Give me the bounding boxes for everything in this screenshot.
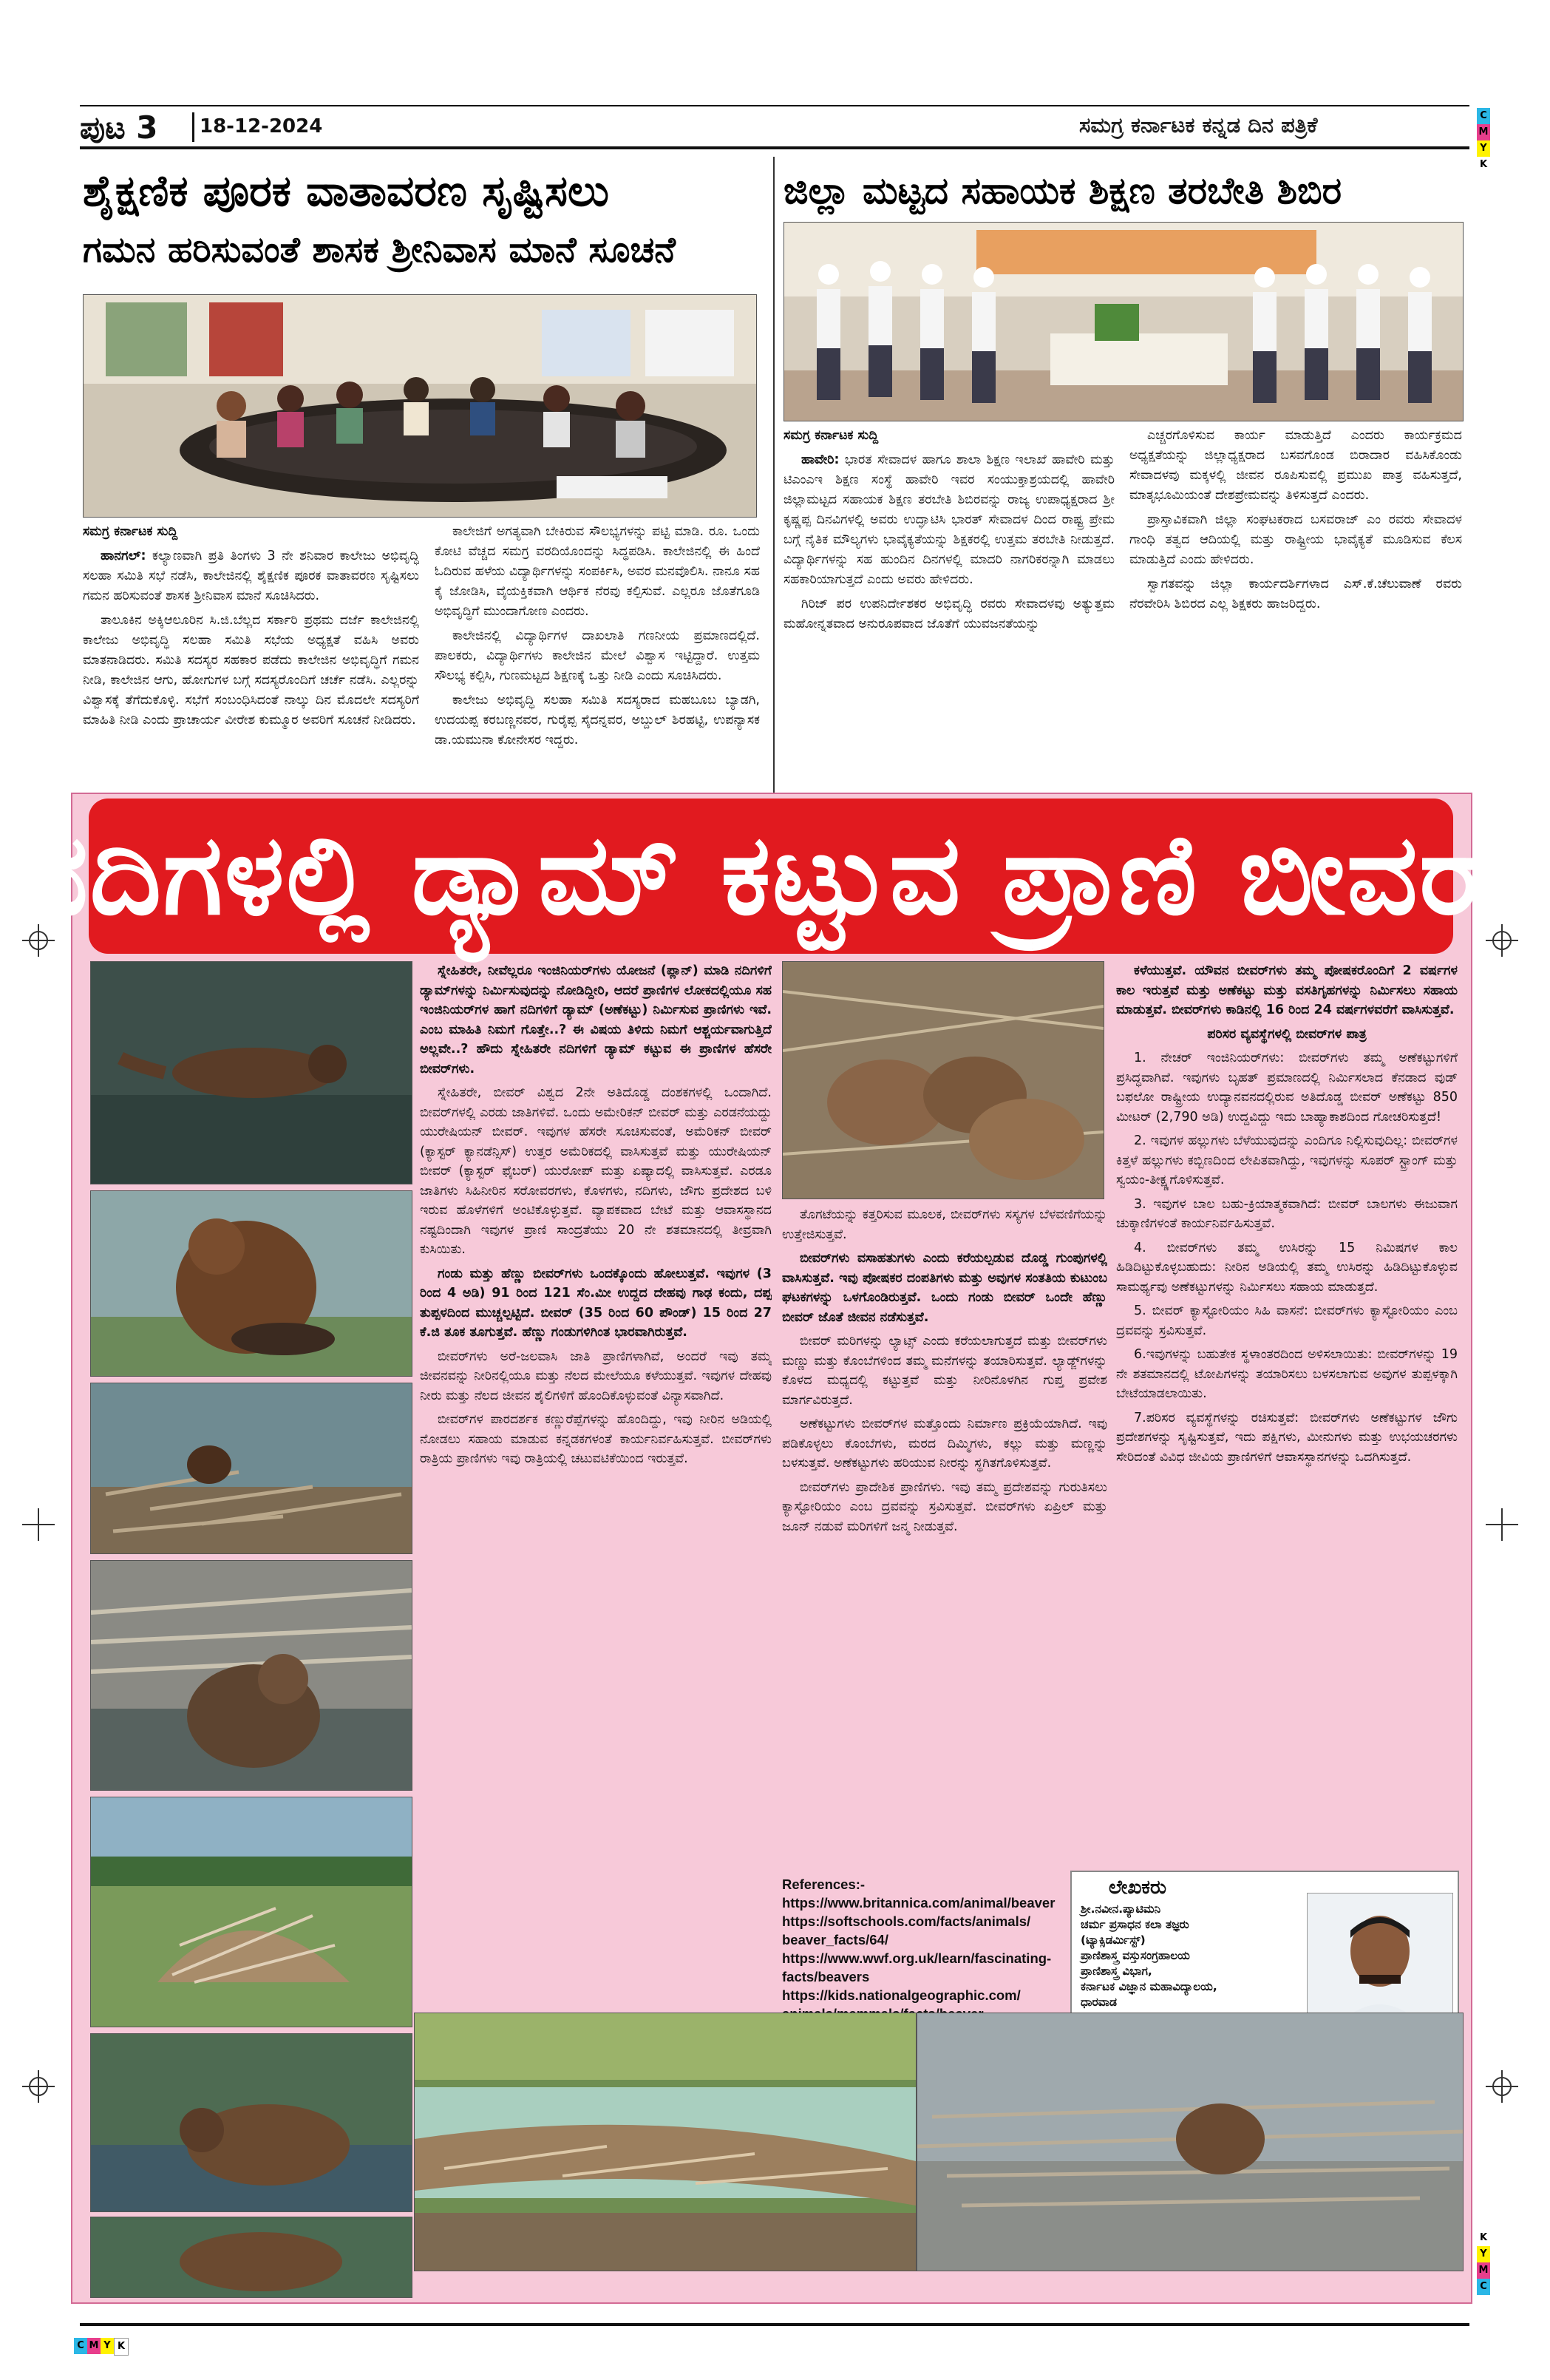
story2-column-2: [1129, 426, 1462, 796]
cmyk-c: C: [74, 2338, 87, 2354]
reference-link[interactable]: beaver_facts/64/: [782, 1932, 888, 1947]
registration-mark-icon: [1486, 2070, 1518, 2103]
author-line: ಪ್ರಾಣಿಶಾಸ್ತ್ರ ವಿಭಾಗ,: [1081, 1964, 1152, 1978]
story2-para: ಗಿರಿಜ್ ಪರ ಉಪನಿರ್ದೇಶಕರ ಅಭಿವೃದ್ಧಿ ರವರು ಸೇವಾದಳವು ಅತ್ಯುತ್ತಮ ಮಹೋನ್ನತವಾದ ಅನುರೂಪವಾದ ಜೊತೆಗೆ ಯುವಜನತೆಯನ್ನು: [784, 597, 1115, 631]
cmyk-y: Y: [101, 2338, 114, 2354]
cmyk-m: M: [87, 2338, 101, 2354]
reference-link[interactable]: facts/beavers: [782, 1969, 870, 1984]
registration-mark-icon: [22, 1508, 55, 1541]
cmyk-y: Y: [1477, 2246, 1490, 2262]
feature-para: 1. ನೇಚರ್ ಇಂಜಿನಿಯರ್‌ಗಳು: ಬೀವರ್‌ಗಳು ತಮ್ಮ ಅಣೆಕಟ್ಟುಗಳಿಗೆ ಪ್ರಸಿದ್ಧವಾಗಿವೆ. ಇವುಗಳು ಬೃಹತ್ ಪ್ರಮಾಣದಲ್ಲಿ ನಿರ್ಮಿಸಲಾದ ಕೆನಡಾದ ವುಡ್ ಬಫಲೋ ರಾಷ್ಟ್ರೀಯ ಉದ್ಯಾನವನದಲ್ಲಿರುವ ಅತಿದೊಡ್ಡ ಬೀವರ್ ಅಣೆಕಟ್ಟು 850 ಮೀಟರ್ (2,790 ಅಡಿ) ಉದ್ದವಿದ್ದು ಇದು ಬಾಹ್ಯಾಕಾಶದಿಂದ ಗೋಚರಿಸುತ್ತದೆ!: [1116, 1051, 1458, 1125]
story2-dateline: ಸಮಗ್ರ ಕರ್ನಾಟಕ ಸುದ್ದಿ: [784, 428, 879, 443]
reference-link[interactable]: https://softschools.com/facts/animals/: [782, 1913, 1031, 1929]
story1-para: ಕಾಲೇಜು ಅಭಿವೃದ್ಧಿ ಸಲಹಾ ಸಮಿತಿ ಸದಸ್ಯರಾದ ಮಹಬೂಬ ಬ್ಯಾಡಗಿ, ಉದಯಪ್ಪ ಕರಬಣ್ಣನವರ, ಗುರೈಪ್ಪ ಸೈದನ್ನವರ, ಅಬ್ದುಲ್ ಶಿರಹಟ್ಟಿ, ಉಪನ್ಯಾಸಕ ಡಾ.ಯಮುನಾ ಕೋನೇಸರ ಇದ್ದರು.: [435, 693, 760, 747]
reference-link[interactable]: https://www.britannica.com/animal/beaver: [782, 1895, 1056, 1911]
feature-para: ಕಳೆಯುತ್ತವೆ. ಯೌವನ ಬೀವರ್‌ಗಳು ತಮ್ಮ ಪೋಷಕರೊಂದಿಗೆ 2 ವರ್ಷಗಳ ಕಾಲ ಇರುತ್ತವೆ ಮತ್ತು ಅಣೆಕಟ್ಟು ಮತ್ತು ವಸತಿಗೃಹಗಳನ್ನು ನಿರ್ಮಿಸಲು ಸಹಾಯ ಮಾಡುತ್ತವೆ. ಬೀವರ್‌ಗಳು ಕಾಡಿನಲ್ಲಿ 16 ರಿಂದ 24 ವರ್ಷಗಳವರೆಗೆ ವಾಸಿಸುತ್ತವೆ.: [1116, 963, 1458, 1017]
registration-mark-icon: [22, 924, 55, 957]
beaver-swimming-photo: [90, 961, 412, 1184]
feature-para: 6.ಇವುಗಳನ್ನು ಬಹುತೇಕ ಸ್ಥಳಾಂತರದಿಂದ ಅಳಿಸಲಾಯಿತು: ಬೀವರ್‌ಗಳನ್ನು 19 ನೇ ಶತಮಾನದಲ್ಲಿ ಟೋಪಿಗಳನ್ನು ತಯಾರಿಸಲು ಬಳಸಲಾಗುವ ಅವುಗಳ ತುಪ್ಪಳಕ್ಕಾಗಿ ಬೇಟೆಯಾಡಲಾಯಿತು.: [1116, 1347, 1458, 1401]
beaver-in-water-photo: [90, 1560, 412, 1791]
story2-photo: [784, 222, 1464, 421]
feature-para: ಬೀವರ್‌ಗಳು ವಸಾಹತುಗಳು ಎಂದು ಕರೆಯಲ್ಪಡುವ ದೊಡ್ಡ ಗುಂಪುಗಳಲ್ಲಿ ವಾಸಿಸುತ್ತವೆ. ಇವು ಪೋಷಕರ ದಂಪತಿಗಳು ಮತ್ತು ಅವುಗಳ ಸಂತತಿಯ ಕುಟುಂಬ ಘಟಕಗಳನ್ನು ಒಳಗೊಂಡಿರುತ್ತವೆ. ಒಂದು ಗಂಡು ಬೀವರ್ ಒಂದೇ ಹೆಣ್ಣು ಬೀವರ್ ಜೊತೆ ಜೀವನ ನಡೆಸುತ್ತವೆ.: [782, 1251, 1107, 1325]
top-rule: [80, 105, 1469, 106]
story2-headline: ಜಿಲ್ಲಾ ಮಟ್ಟದ ಸಹಾಯಕ ಶಿಕ್ಷಣ ತರಬೇತಿ ಶಿಬಿರ: [784, 169, 1342, 212]
feature-title: ನದಿಗಳಲ್ಲಿ ಡ್ಯಾಮ್ ಕಟ್ಟುವ ಪ್ರಾಣಿ ಬೀವರ್: [26, 810, 1516, 940]
beaver-closeup-photo: [90, 2217, 412, 2298]
author-line: ಧಾರವಾಡ: [1081, 1996, 1117, 2009]
feature-column-1: [420, 961, 772, 2026]
feature-para: ಬೀವರ್‌ಗಳು ಪ್ರಾದೇಶಿಕ ಪ್ರಾಣಿಗಳು. ಇವು ತಮ್ಮ ಪ್ರದೇಶವನ್ನು ಗುರುತಿಸಲು ಕ್ಯಾಸ್ಟೋರಿಯಂ ಎಂಬ ದ್ರವವನ್ನು ಸ್ರವಿಸುತ್ತವೆ. ಬೀವರ್‌ಗಳು ಏಪ್ರಿಲ್ ಮತ್ತು ಜೂನ್ ನಡುವೆ ಮರಿಗಳಿಗೆ ಜನ್ಮ ನೀಡುತ್ತವೆ.: [782, 1479, 1107, 1534]
beaver-lodge-photo: [90, 1797, 412, 2027]
page-label: ಪುಟ 3: [80, 109, 158, 146]
cmyk-strip-right: [1477, 2230, 1490, 2295]
column-divider-top: [773, 157, 775, 800]
cmyk-k: K: [1477, 2230, 1490, 2246]
beaver-standing-photo: [90, 1190, 412, 1377]
author-line: ಕರ್ನಾಟಕ ವಿಜ್ಞಾನ ಮಹಾವಿದ್ಯಾಲಯ,: [1081, 1980, 1217, 1993]
beaver-kits-photo: [782, 961, 1104, 1199]
story1-column-2: [435, 522, 760, 788]
story1-para: ಕಲ್ಯಾಣವಾಗಿ ಪ್ರತಿ ತಿಂಗಳು 3 ನೇ ಶನಿವಾರ ಕಾಲೇಜು ಅಭಿವೃದ್ಧಿ ಸಲಹಾ ಸಮಿತಿ ಸಭೆ ನಡೆಸಿ, ಕಾಲೇಜಿನಲ್ಲಿ ಶೈಕ್ಷಣಿಕ ಪೂರಕ ವಾತಾವರಣ ಸೃಷ್ಟಿಸಲು ಗಮನ ಹರಿಸುವಂತೆ ಶಾಸಕ ಶ್ರೀನಿವಾಸ ಮಾನೆ ಸೂಚಿಸಿದರು.: [83, 549, 419, 603]
story1-column-1: [83, 522, 419, 788]
author-heading: ಲೇಖಕರು: [1109, 1876, 1167, 1899]
cmyk-m: M: [1477, 124, 1490, 140]
feature-para: 7.ಪರಿಸರ ವ್ಯವಸ್ಥೆಗಳನ್ನು ರಚಿಸುತ್ತವೆ: ಬೀವರ್‌ಗಳು ಅಣೆಕಟ್ಟುಗಳ ಜೌಗು ಪ್ರದೇಶಗಳನ್ನು ಸೃಷ್ಟಿಸುತ್ತವೆ, ಇದು ಪಕ್ಷಿಗಳು, ಮೀನುಗಳು ಮತ್ತು ಉಭಯಚರಗಳು ಸೇರಿದಂತೆ ವಿವಿಧ ಜೀವಿಯ ಪ್ರಾಣಿಗಳಿಗೆ ಆವಾಸಸ್ಥಾನಗಳನ್ನು ಒದಗಿಸುತ್ತದೆ.: [1116, 1410, 1458, 1465]
feature-para: 2. ಇವುಗಳ ಹಲ್ಲುಗಳು ಬೆಳೆಯುವುದನ್ನು ಎಂದಿಗೂ ನಿಲ್ಲಿಸುವುದಿಲ್ಲ: ಬೀವರ್‌ಗಳ ಕಿತ್ತಳೆ ಹಲ್ಲುಗಳು ಕಬ್ಬಿಣದಿಂದ ಲೇಪಿತವಾಗಿದ್ದು, ಇವುಗಳನ್ನು ಸೂಪರ್ ಸ್ಟ್ರಾಂಗ್ ಮತ್ತು ಸ್ವಯಂ-ತೀಕ್ಷ್ಣಗೊಳಿಸುತ್ತವೆ.: [1116, 1133, 1458, 1187]
reference-link[interactable]: https://kids.nationalgeographic.com/: [782, 1987, 1021, 2003]
story1-para: ಕಾಲೇಜಿನಲ್ಲಿ ವಿದ್ಯಾರ್ಥಿಗಳ ದಾಖಲಾತಿ ಗಣನೀಯ ಪ್ರಮಾಣದಲ್ಲಿದೆ. ಪಾಲಕರು, ವಿದ್ಯಾರ್ಥಿಗಳು ಕಾಲೇಜಿನ ಮೇಲೆ ವಿಶ್ವಾಸ ಇಟ್ಟಿದ್ದಾರೆ. ಉತ್ತಮ ಸೌಲಭ್ಯ ಕಲ್ಪಿಸಿ, ಗುಣಮಟ್ಟದ ಶಿಕ್ಷಣಕ್ಕೆ ಒತ್ತು ನೀಡಿ ಎಂದು ಸೂಚಿಸಿದರು.: [435, 628, 760, 683]
cmyk-c: C: [1477, 108, 1490, 124]
feature-subheading: ಪರಿಸರ ವ್ಯವಸ್ಥೆಗಳಲ್ಲಿ ಬೀವರ್‌ಗಳ ಪಾತ್ರ: [1207, 1026, 1367, 1042]
feature-para: ಸ್ನೇಹಿತರೇ, ಬೀವರ್ ವಿಶ್ವದ 2ನೇ ಅತಿದೊಡ್ಡ ದಂಶಕಗಳಲ್ಲಿ ಒಂದಾಗಿದೆ. ಬೀವರ್‌ಗಳಲ್ಲಿ ಎರಡು ಜಾತಿಗಳಿವೆ. ಒಂದು ಅಮೇರಿಕನ್ ಬೀವರ್ ಮತ್ತು ಎರಡನೆಯದ್ದು ಯುರೇಷಿಯನ್ ಬೀವರ್. ಇವುಗಳ ಹೆಸರೇ ಸೂಚಿಸುವಂತೆ, ಅಮೆರಿಕನ್ ಬೀವರ್ (ಕ್ಯಾಸ್ಟರ್ ಕ್ಯಾನಡೆನ್ಸಿಸ್) ಉತ್ತರ ಅಮೆರಿಕದಲ್ಲಿ ವಾಸಿಸುತ್ತವೆ ಮತ್ತು ಯುರೇಷಿಯನ್ ಬೀವರ್ (ಕ್ಯಾಸ್ಟರ್ ಫೈಬರ್) ಯುರೋಪ್ ಮತ್ತು ಏಷ್ಯಾದಲ್ಲಿ ವಾಸಿಸುತ್ತವೆ. ಎರಡೂ ಜಾತಿಗಳು ಸಿಹಿನೀರಿನ ಸರೋವರಗಳು, ಕೊಳಗಳು, ನದಿಗಳು, ಜೌಗು ಪ್ರದೇಶದ ಬಳಿ ಇರುವ ಹೊಳೆಗಳಿಗೆ ಅಂಟಿಕೊಳ್ಳುತ್ತವೆ. ವ್ಯಾಪಕವಾದ ಬೇಟೆ ಮತ್ತು ಆವಾಸಸ್ಥಾನದ ನಷ್ಟದಿಂದಾಗಿ ಇವುಗಳ ಪ್ರಾಣಿ ಸಾಂದ್ರತೆಯು 20 ನೇ ಶತಮಾನದಲ್ಲಿ ತೀವ್ರವಾಗಿ ಕುಸಿಯಿತು.: [420, 1085, 772, 1257]
feature-para: 4. ಬೀವರ್‌ಗಳು ತಮ್ಮ ಉಸಿರನ್ನು 15 ನಿಮಿಷಗಳ ಕಾಲ ಹಿಡಿದಿಟ್ಟುಕೊಳ್ಳಬಹುದು: ನೀರಿನ ಅಡಿಯಲ್ಲಿ ತಮ್ಮ ಉಸಿರನ್ನು ಹಿಡಿದಿಟ್ಟುಕೊಳ್ಳುವ ಸಾಮರ್ಥ್ಯವು ಅಣೆಕಟ್ಟುಗಳನ್ನು ನಿರ್ಮಿಸಲು ಸಹಾಯ ಮಾಡುತ್ತದೆ.: [1116, 1240, 1458, 1295]
beaver-dam-panorama-photo: [414, 2013, 917, 2271]
registration-mark-icon: [22, 2070, 55, 2103]
header-divider-small: [192, 112, 194, 142]
reference-link[interactable]: https://www.wwf.org.uk/learn/fascinating-: [782, 1950, 1052, 1966]
author-line: ಪ್ರಾಣಿಶಾಸ್ತ್ರ ವಸ್ತುಸಂಗ್ರಹಾಲಯ: [1081, 1949, 1190, 1962]
cmyk-y: Y: [1477, 140, 1490, 157]
story1-headline-1: ಶೈಕ್ಷಣಿಕ ಪೂರಕ ವಾತಾವರಣ ಸೃಷ್ಟಿಸಲು: [83, 166, 609, 216]
story1-dateline: ಸಮಗ್ರ ಕರ್ನಾಟಕ ಸುದ್ದಿ: [83, 524, 178, 539]
paper-name: ಸಮಗ್ರ ಕರ್ನಾಟಕ ಕನ್ನಡ ದಿನ ಪತ್ರಿಕೆ: [1079, 112, 1318, 138]
cmyk-c: C: [1477, 2279, 1490, 2295]
feature-para: ಅಣೆಕಟ್ಟುಗಳು ಬೀವರ್‌ಗಳ ಮತ್ತೊಂದು ನಿರ್ಮಾಣ ಪ್ರಕ್ರಿಯೆಯಾಗಿದೆ. ಇವು ಪಡಿಕೊಳ್ಳಲು ಕೊಂಬೆಗಳು, ಮರದ ದಿಮ್ಮಿಗಳು, ಕಲ್ಲು ಮತ್ತು ಮಣ್ಣನ್ನು ಬಳಸುತ್ತವೆ. ಅಣೆಕಟ್ಟುಗಳು ಹರಿಯುವ ನೀರನ್ನು ಸ್ಥಗಿತಗೊಳಿಸುತ್ತವೆ.: [782, 1417, 1107, 1471]
registration-mark-icon: [1486, 924, 1518, 957]
feature-para: 3. ಇವುಗಳ ಬಾಲ ಬಹು-ಕ್ರಿಯಾತ್ಮಕವಾಗಿದೆ: ಬೀವರ್ ಬಾಲಗಳು ಈಜುವಾಗ ಚುಕ್ಕಾಣಿಗಳಂತೆ ಕಾರ್ಯನಿರ್ವಹಿಸುತ್ತವೆ.: [1116, 1196, 1458, 1231]
story2-para: ಪ್ರಾಸ್ತಾವಿಕವಾಗಿ ಜಿಲ್ಲಾ ಸಂಘಟಕರಾದ ಬಸವರಾಜ್ ಎಂ ರವರು ಸೇವಾದಳ ಗಾಂಧಿ ತತ್ವದ ಆದಿಯಲ್ಲಿ ಮತ್ತು ರಾಷ್ಟ್ರೀಯ ಭಾವೈಕ್ಯತೆ ಮೂಡಿಸುವ ಕೆಲಸ ಮಾಡುತ್ತಿದೆ ಎಂದು ಹೇಳಿದರು.: [1129, 512, 1462, 567]
story1-headline-2: ಗಮನ ಹರಿಸುವಂತೆ ಶಾಸಕ ಶ್ರೀನಿವಾಸ ಮಾನೆ ಸೂಚನೆ: [83, 229, 676, 271]
story2-para: ಎಚ್ಚರಗೊಳಿಸುವ ಕಾರ್ಯ ಮಾಡುತ್ತಿದೆ ಎಂದರು ಕಾರ್ಯಕ್ರಮದ ಅಧ್ಯಕ್ಷತೆಯನ್ನು ಜಿಲ್ಲಾಧ್ಯಕ್ಷರಾದ ಬಸವಗೊಂಡ ಬಿರಾದಾರ ವಹಿಸಿಕೊಂಡು ಸೇವಾದಳವು ಮಕ್ಕಳಲ್ಲಿ ಜೀವನ ರೂಪಿಸುವಲ್ಲಿ ಪ್ರಮುಖ ಪಾತ್ರ ವಹಿಸುತ್ತದೆ, ಮಾತೃಭೂಮಿಯಂತೆ ದೇಶಪ್ರೇಮವನ್ನು ತಿಳಿಸುತ್ತದೆ ಎಂದರು.: [1129, 428, 1462, 503]
cmyk-m: M: [1477, 2262, 1490, 2279]
registration-mark-icon: [1486, 1508, 1518, 1541]
feature-column-3: [1116, 961, 1458, 1856]
story1-para: ಕಾಲೇಜಿಗೆ ಅಗತ್ಯವಾಗಿ ಬೇಕಿರುವ ಸೌಲಭ್ಯಗಳನ್ನು ಪಟ್ಟಿ ಮಾಡಿ. ರೂ. ಒಂದು ಕೋಟಿ ವೆಚ್ಚದ ಸಮಗ್ರ ವರದಿಯೊಂದನ್ನು ಸಿದ್ಧಪಡಿಸಿ. ಕಾಲೇಜಿನಲ್ಲಿ ಈ ಹಿಂದೆ ಓದಿರುವ ಹಳೆಯ ವಿದ್ಯಾರ್ಥಿಗಳನ್ನು ಸಂಪರ್ಕಿಸಿ, ಅವರ ಮನವೊಲಿಸಿ. ನಾನೂ ಸಹ ಕೈ ಜೋಡಿಸಿ, ವೈಯಕ್ತಿಕವಾಗಿ ಆರ್ಥಿಕ ನೆರವು ಕಲ್ಪಿಸುವೆ. ಎಲ್ಲರೂ ಜೊತೆಗೂಡಿ ಅಭಿವೃದ್ಧಿಗೆ ಮುಂದಾಗೋಣ ಎಂದರು.: [435, 524, 760, 619]
beaver-on-dam-photo: [917, 2013, 1464, 2271]
feature-para: 5. ಬೀವರ್ ಕ್ಯಾಸ್ಟೋರಿಯಂ ಸಿಹಿ ವಾಸನೆ: ಬೀವರ್‌ಗಳು ಕ್ಯಾಸ್ಟೋರಿಯಂ ಎಂಬ ದ್ರವವನ್ನು ಸ್ರವಿಸುತ್ತವೆ.: [1116, 1303, 1458, 1338]
bottom-rule: [80, 2323, 1469, 2326]
story2-para: ಭಾರತ ಸೇವಾದಳ ಹಾಗೂ ಶಾಲಾ ಶಿಕ್ಷಣ ಇಲಾಖೆ ಹಾವೇರಿ ಮತ್ತು ಟಿಎಂಎಇ ಶಿಕ್ಷಣ ಸಂಸ್ಥೆ ಹಾವೇರಿ ಇವರ ಸಂಯುಕ್ತಾಶ್ರಯದಲ್ಲಿ ಹಾವೇರಿ ಜಿಲ್ಲಾಮಟ್ಟದ ಸಹಾಯಕ ಶಿಕ್ಷಣ ತರಬೇತಿ ಶಿಬಿರವನ್ನು ರಾಜ್ಯ ಉಪಾಧ್ಯಕ್ಷರಾದ ಶ್ರೀ ಕೃಷ್ಣಪ್ಪ ದಿನವಿಗಳಲ್ಲಿ ಅವರು ಉದ್ಘಾಟಿಸಿ ಭಾರತ್ ಸೇವಾದಳ ದಿಂದ ರಾಷ್ಟ್ರ ಪ್ರೇಮ ಬಗ್ಗೆ ನೈತಿಕ ಮೌಲ್ಯಗಳು ಭಾವೈಕ್ಯತೆಯನ್ನು ಶಿಕ್ಷಕರಲ್ಲಿ ಉತ್ತಮ ತರಬೇತಿ ನೀಡುತ್ತದೆ. ವಿದ್ಯಾರ್ಥಿಗಳನ್ನು ಸಹ ಹುಂದಿನ ದಿನಗಳಲ್ಲಿ ಮಾದರಿ ನಾಗರಿಕರನ್ನಾಗಿ ಮಾಡಲು ಸಹಕಾರಿಯಾಗುತ್ತದೆ ಎಂದು ಅವರು ಹೇಳಿದರು.: [784, 452, 1115, 587]
cmyk-strip-bottom: [74, 2338, 129, 2356]
header-rule: [80, 146, 1469, 149]
header-date: 18-12-2024: [200, 115, 323, 138]
author-details: [1081, 1902, 1302, 2010]
feature-para: ಬೀವರ್‌ಗಳ ಪಾರದರ್ಶಕ ಕಣ್ಣುರೆಪ್ಪೆಗಳನ್ನು ಹೊಂದಿದ್ದು, ಇವು ನೀರಿನ ಅಡಿಯಲ್ಲಿ ನೋಡಲು ಸಹಾಯ ಮಾಡುವ ಕನ್ನಡಕಗಳಂತೆ ಕಾರ್ಯನಿರ್ವಹಿಸುತ್ತವೆ. ಬೀವರ್‌ಗಳು ರಾತ್ರಿಯ ಪ್ರಾಣಿಗಳು ಇವು ರಾತ್ರಿಯಲ್ಲಿ ಚಟುವಟಿಕೆಯಿಂದ ಇರುತ್ತವೆ.: [420, 1412, 772, 1466]
cmyk-strip-top: [1477, 108, 1490, 173]
feature-para: ಸ್ನೇಹಿತರೇ, ನೀವೆಲ್ಲರೂ ಇಂಜಿನಿಯರ್‌ಗಳು ಯೋಜನೆ (ಪ್ಲಾನ್) ಮಾಡಿ ನದಿಗಳಿಗೆ ಡ್ಯಾಮ್‌ಗಳನ್ನು ನಿರ್ಮಿಸುವುದನ್ನು ನೋಡಿದ್ದೀರಿ, ಆದರೆ ಪ್ರಾಣಿಗಳ ಲೋಕದಲ್ಲಿಯೂ ಸಹ ಇಂಜಿನಿಯರ್‌ಗಳ ಹಾಗೆ ನದಿಗಳಿಗೆ ಡ್ಯಾಮ್ (ಅಣೆಕಟ್ಟು) ನಿರ್ಮಿಸುವ ಪ್ರಾಣಿಗಳು ಇವೆ. ಎಂಬ ಮಾಹಿತಿ ನಿಮಗೆ ಗೊತ್ತೇ..? ಈ ವಿಷಯ ತಿಳಿದು ನಿಮಗೆ ಆಶ್ಚರ್ಯವಾಗುತ್ತಿದೆ ಅಲ್ಲವೇ..? ಹೌದು ಸ್ನೇಹಿತರೇ ನದಿಗಳಿಗೆ ಡ್ಯಾಮ್ ಕಟ್ಟುವ ಈ ಪ್ರಾಣಿಗಳ ಹೆಸರೇ ಬೀವರ್‌ಗಳು.: [420, 963, 772, 1077]
feature-para: ಗಂಡು ಮತ್ತು ಹೆಣ್ಣು ಬೀವರ್‌ಗಳು ಒಂದಕ್ಕೊಂದು ಹೋಲುತ್ತವೆ. ಇವುಗಳ (3 ರಿಂದ 4 ಅಡಿ) 91 ರಿಂದ 121 ಸೆಂ.ಮೀ ಉದ್ದದ ದೇಹವು ಗಾಢ ಕಂದು, ದಪ್ಪ ತುಪ್ಪಳದಿಂದ ಮುಚ್ಚಲ್ಪಟ್ಟಿದೆ. ಬೀವರ್ (35 ರಿಂದ 60 ಪೌಂಡ್) 15 ರಿಂದ 27 ಕೆ.ಜಿ ತೂಕ ತೂಗುತ್ತವೆ. ಹೆಣ್ಣು ಗಂಡುಗಳಿಗಿಂತ ಭಾರವಾಗಿರುತ್ತವೆ.: [420, 1266, 772, 1340]
feature-para: ಬೀವರ್ ಮರಿಗಳನ್ನು ಲ್ಯಾಟ್ಸ್ ಎಂದು ಕರೆಯಲಾಗುತ್ತದೆ ಮತ್ತು ಬೀವರ್‌ಗಳು ಮಣ್ಣು ಮತ್ತು ಕೊಂಬೆಗಳಿಂದ ತಮ್ಮ ಮನೆಗಳನ್ನು ತಯಾರಿಸುತ್ತವೆ. ಲ್ಯಾಡ್ಜ್‌ಗಳನ್ನು ಕೊಳದ ಮಧ್ಯದಲ್ಲಿ ಕಟ್ಟುತ್ತವೆ ಮತ್ತು ನೀರಿನೊಳಗಿನ ಗುಪ್ತ ಪ್ರವೇಶ ಮಾರ್ಗವಿರುತ್ತದೆ.: [782, 1334, 1107, 1408]
cmyk-k: K: [114, 2338, 129, 2356]
story2-column-1: [784, 426, 1115, 796]
story1-photo: [83, 294, 757, 518]
beaver-dam-photo-1: [90, 1383, 412, 1554]
references-title: References:-: [782, 1876, 866, 1892]
feature-para: ತೊಗಟೆಯನ್ನು ಕತ್ತರಿಸುವ ಮೂಲಕ, ಬೀವರ್‌ಗಳು ಸಸ್ಯಗಳ ಬೆಳವಣಿಗೆಯನ್ನು ಉತ್ತೇಜಿಸುತ್ತವೆ.: [782, 1207, 1107, 1242]
story1-para: ತಾಲೂಕಿನ ಅಕ್ಕಿಆಲೂರಿನ ಸಿ.ಜಿ.ಬೆಲ್ಲದ ಸರ್ಕಾರಿ ಪ್ರಥಮ ದರ್ಜೆ ಕಾಲೇಜಿನಲ್ಲಿ ಕಾಲೇಜು ಅಭಿವೃದ್ಧಿ ಸಲಹಾ ಸಮಿತಿ ಸಭೆಯ ಅಧ್ಯಕ್ಷತೆ ವಹಿಸಿ ಅವರು ಮಾತನಾಡಿದರು. ಸಮಿತಿ ಸದಸ್ಯರ ಸಹಕಾರ ಪಡೆದು ಕಾಲೇಜಿನ ಅಭಿವೃದ್ಧಿಗೆ ಗಮನ ನೀಡಿ, ಕಾಲೇಜಿನ ಆಗು, ಹೋಗುಗಳ ಬಗ್ಗೆ ಸದಸ್ಯರೊಂದಿಗೆ ಚರ್ಚೆ ನಡೆಸಿ. ಎಲ್ಲರನ್ನು ವಿಶ್ವಾಸಕ್ಕೆ ತೆಗೆದುಕೊಳ್ಳಿ. ಸಭೆಗೆ ಸಂಬಂಧಿಸಿದಂತೆ ನಾಲ್ಕು ದಿನ ಮೊದಲೇ ಸದಸ್ಯರಿಗೆ ಮಾಹಿತಿ ನೀಡಿ ಎಂದು ಪ್ರಾಚಾರ್ಯ ವೀರೇಶ ಕುಮ್ಮೂರ ಅವರಿಗೆ ಸೂಚನೆ ನೀಡಿದರು.: [83, 613, 419, 728]
story1-place: ಹಾನಗಲ್:: [101, 549, 146, 563]
feature-title-banner: [26, 799, 1516, 954]
cmyk-k: K: [1477, 157, 1490, 173]
author-line: (ಟ್ಯಾಕ್ಸಿಡರ್ಮಿಸ್ಟ್): [1081, 1933, 1146, 1947]
story2-para: ಸ್ವಾಗತವನ್ನು ಜಿಲ್ಲಾ ಕಾರ್ಯದರ್ಶಿಗಳಾದ ಎಸ್.ಕೆ.ಚೆಲುವಾಣೆ ರವರು ನೆರವೇರಿಸಿ ಶಿಬಿರದ ಎಲ್ಲ ಶಿಕ್ಷಕರು ಹಾಜರಿದ್ದರು.: [1129, 577, 1462, 611]
story2-place: ಹಾವೇರಿ:: [801, 452, 840, 467]
feature-para: ಬೀವರ್‌ಗಳು ಅರೆ-ಜಲವಾಸಿ ಜಾತಿ ಪ್ರಾಣಿಗಳಾಗಿವೆ, ಅಂದರೆ ಇವು ತಮ್ಮ ಜೀವನವನ್ನು ನೀರಿನಲ್ಲಿಯೂ ಮತ್ತು ನೆಲದ ಮೇಲೆಯೂ ಕಳೆಯುತ್ತವೆ. ಇವುಗಳ ದೇಹವು ನೀರು ಮತ್ತು ನೆಲದ ಜೀವನ ಶೈಲಿಗಳಿಗೆ ಹೊಂದಿಕೊಳ್ಳುವಂತೆ ವಿನ್ಯಾಸವಾಗಿದೆ.: [420, 1349, 772, 1403]
beaver-eating-photo: [90, 2033, 412, 2212]
author-line: ಶ್ರೀ.ನವೀನ.ಪ್ಯಾಟಿಮನಿ: [1081, 1902, 1161, 1916]
author-line: ಚರ್ಮ ಪ್ರಸಾಧನ ಕಲಾ ತಜ್ಞರು: [1081, 1918, 1189, 1931]
